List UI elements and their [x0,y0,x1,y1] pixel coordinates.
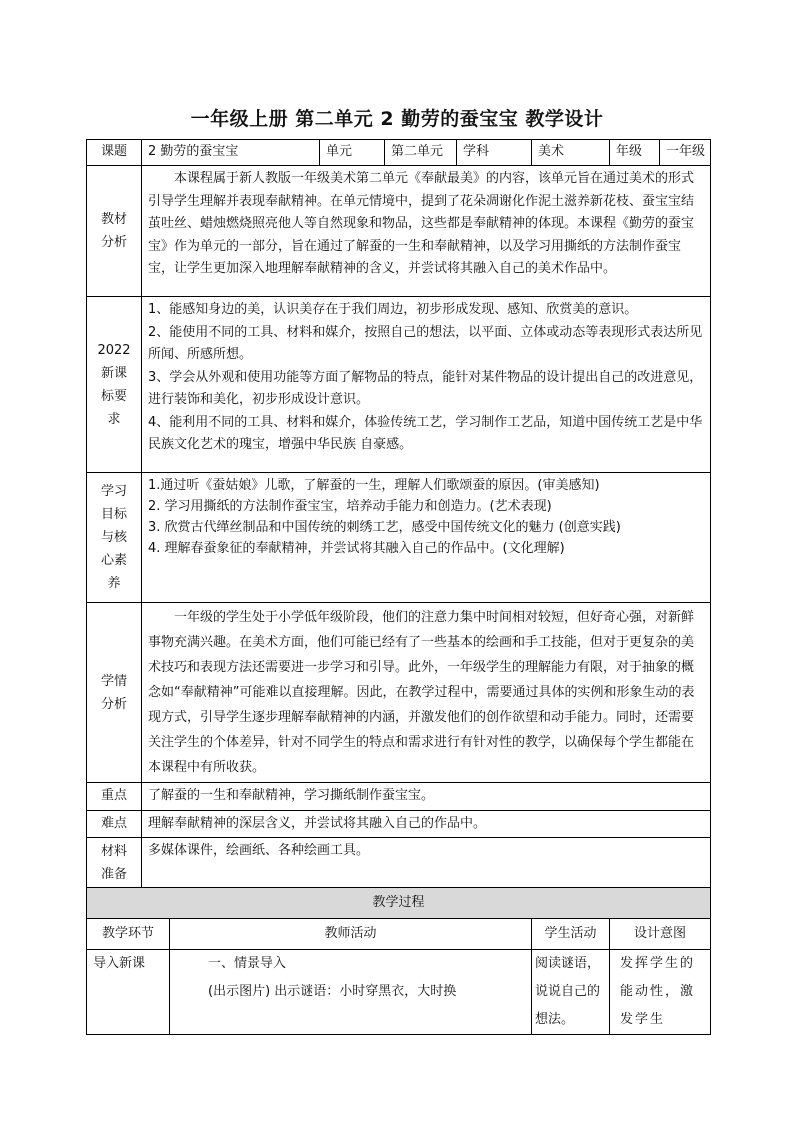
process-title-row [87,888,711,919]
key-point-label: 重点 [87,783,142,811]
grade-label: 年级 [610,140,660,166]
materials-row [87,838,711,888]
subject-label: 学科 [457,140,532,166]
teacher-activity-heading: 一、情景导入 [208,956,287,971]
objectives-row [87,473,711,603]
lesson-plan-table [86,139,711,1035]
process-header-row [87,919,711,950]
objectives-label: 学习目标与核心素养 [100,484,127,591]
key-point-row [87,783,711,811]
student-analysis-label: 学情分析 [100,673,127,712]
grade-value: 一年级 [660,140,711,166]
teacher-activity-text: (出示图片) 出示谜语：小时穿黑衣，大时换 [208,984,457,999]
standard-item: 3、学会从外观和使用功能等方面了解物品的特点，能针对某件物品的设计提出自己的改进意见，进行装饰和美化，初步形成设计意识。 [148,369,703,407]
difficulty-label: 难点 [87,810,142,838]
objective-item: 3. 欣赏古代缂丝制品和中国传统的刺绣工艺，感受中国传统文化的魅力 (创意实践) [148,520,621,535]
course-value: 2 勤劳的蚕宝宝 [142,140,320,166]
standards-row [87,297,711,473]
standard-item: 1、能感知身边的美，认识美存在于我们周边，初步形成发现、感知、欣赏美的意识。 [148,302,638,317]
student-analysis-row [87,603,711,783]
objective-item: 2. 学习用撕纸的方法制作蚕宝宝，培养动手能力和创造力。(艺术表现) [148,499,552,514]
standards-label: 2022新课标要求 [97,342,131,427]
standard-item: 2、能使用不同的工具、材料和媒介，按照自己的想法，以平面、立体或动态等表现形式表达所见所闻、所感所想。 [148,324,703,362]
subject-value: 美术 [532,140,610,166]
col-intent: 设计意图 [610,919,711,950]
key-point-text: 了解蚕的一生和奉献精神，学习撕纸制作蚕宝宝。 [142,783,711,811]
course-label: 课题 [87,140,142,166]
student-analysis-text: 一年级的学生处于小学低年级阶段，他们的注意力集中时间相对较短，但好奇心强，对新鲜事物充满兴趣。在美术方面，他们可能已经有了一些基本的绘画和手工技能，但对于更复杂的美术技巧和表现方法还需要进一步学习和引导。此外，一年级学生的理解能力有限，对于抽象的概念如“奉献精神”可能难以直接理解。因此，在教学过程中，需要通过具体的实例和形象生动的表现方式，引导学生逐步理解奉献精神的内涵，并激发他们的创作欲望和动手能力。同时，还需要关注学生的个体差异，针对不同学生的特点和需求进行有针对性的教学，以确保每个学生都能在本课程中有所收获。 [148,610,695,775]
material-analysis-text: 本课程属于新人教版一年级美术第二单元《奉献最美》的内容，该单元旨在通过美术的形式引导学生理解并表现奉献精神。在单元情境中，提到了花朵凋谢化作泥土滋养新花枝、蚕宝宝结茧吐丝、蜡烛燃烧照亮他人等自然现象和物品，这些都是奉献精神的体现。本课程《勤劳的蚕宝宝》作为单元的一部分，旨在通过了解蚕的一生和奉献精神，以及学习用撕纸的方法制作蚕宝宝，让学生更加深入地理解奉献精神的含义，并尝试将其融入自己的美术作品中。 [148,171,695,276]
design-intent: 发挥学生的能动性，激发学生 [610,950,711,1035]
objective-item: 4. 理解春蚕象征的奉献精神，并尝试将其融入自己的作品中。(文化理解) [148,541,565,556]
process-title: 教学过程 [87,888,711,919]
materials-label: 材料准备 [100,843,127,882]
unit-label: 单元 [320,140,385,166]
student-activity: 阅读谜语，说说自己的想法。 [532,950,610,1035]
col-stage: 教学环节 [87,919,170,950]
difficulty-text: 理解奉献精神的深层含义，并尝试将其融入自己的作品中。 [142,810,711,838]
process-row [87,950,711,1035]
unit-value: 第二单元 [385,140,457,166]
stage-cell: 导入新课 [87,950,170,1035]
col-student: 学生活动 [532,919,610,950]
material-analysis-label: 教材分析 [100,212,127,250]
material-analysis-row [87,166,711,297]
objective-item: 1.通过听《蚕姑娘》儿歌，了解蚕的一生，理解人们歌颂蚕的原因。(审美感知) [148,478,600,493]
header-row [87,140,711,166]
materials-text: 多媒体课件，绘画纸、各种绘画工具。 [142,838,711,888]
difficulty-row [87,810,711,838]
col-teacher: 教师活动 [170,919,532,950]
document-title: 一年级上册 第二单元 2 勤劳的蚕宝宝 教学设计 [190,108,604,130]
standard-item: 4、能利用不同的工具、材料和媒介，体验传统工艺，学习制作工艺品，知道中国传统工艺是中华民族文化艺术的瑰宝，增强中华民族 自豪感。 [148,414,703,452]
